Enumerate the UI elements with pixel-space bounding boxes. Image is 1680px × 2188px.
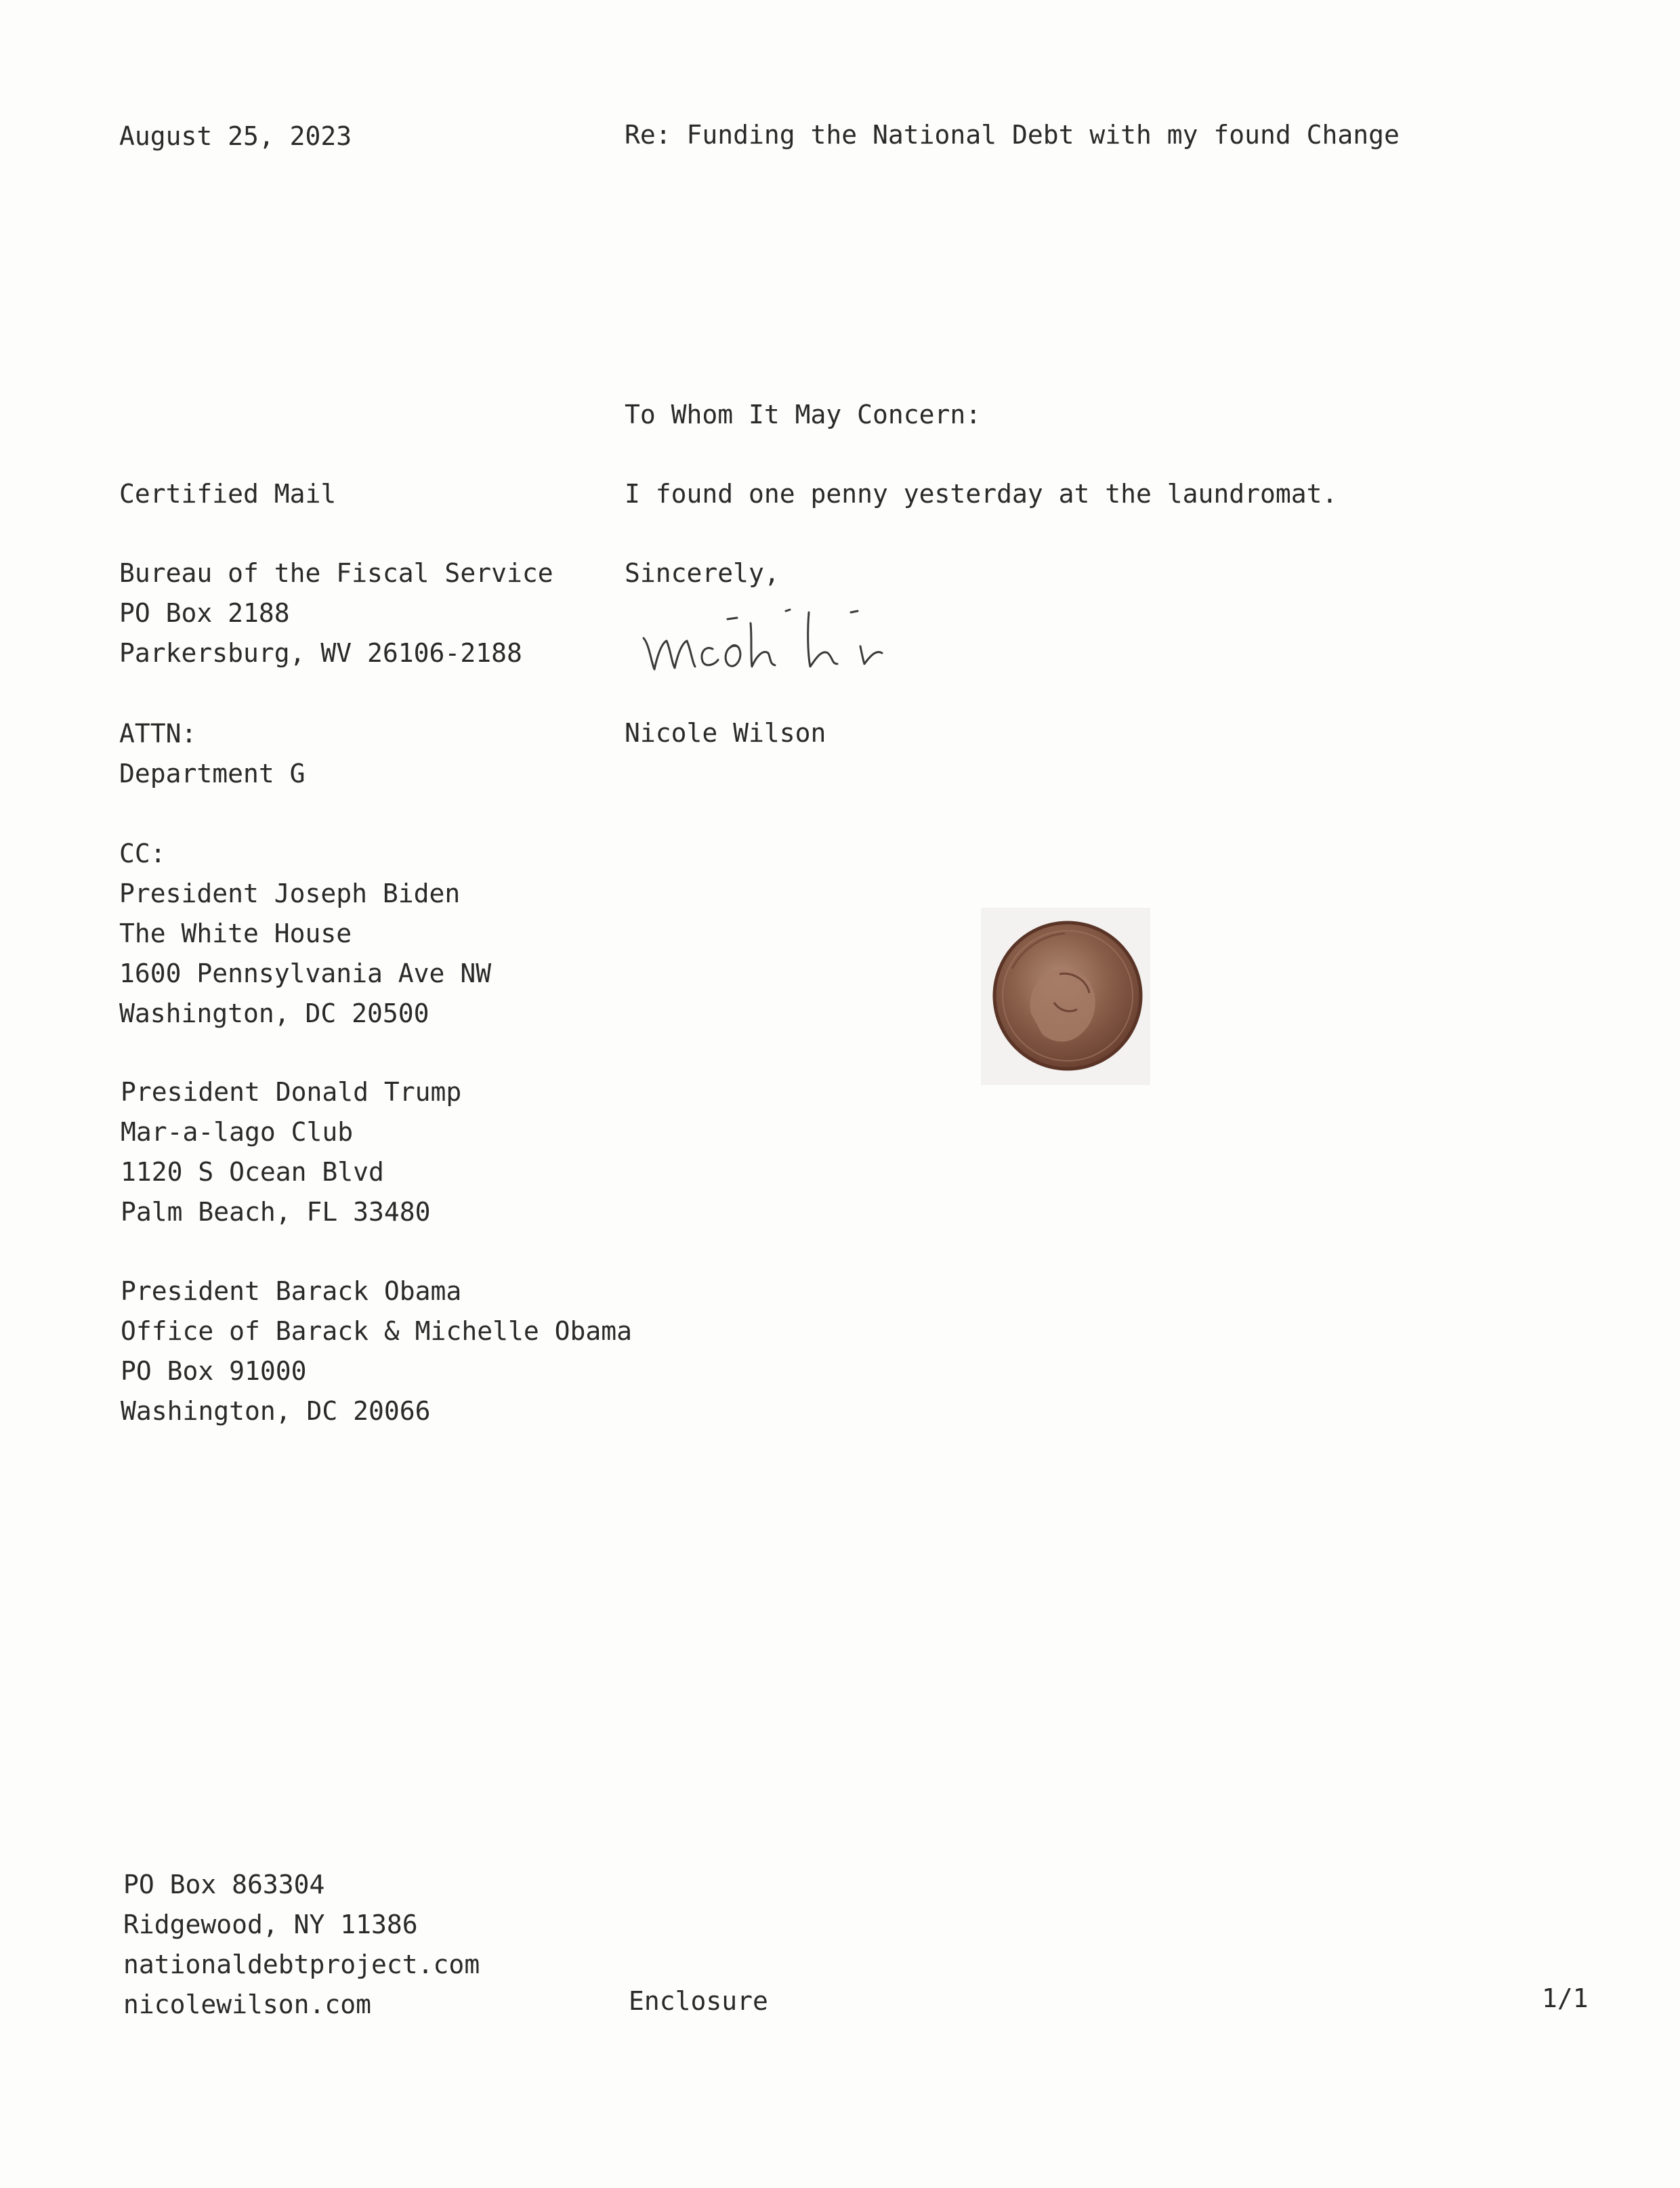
- cc-recipient: [121, 1072, 461, 1232]
- attn-label: ATTN:: [119, 719, 197, 749]
- cc-address-line: Palm Beach, FL 33480: [121, 1197, 431, 1227]
- sender-address-line: PO Box 863304: [123, 1870, 325, 1899]
- cc-address-line: Office of Barack & Michelle Obama: [121, 1316, 632, 1346]
- letter-body: I found one penny yesterday at the laundromat.: [625, 479, 1338, 509]
- closing: Sincerely,: [625, 558, 780, 588]
- page-number: 1/1: [1542, 1983, 1589, 2013]
- sender-website-link[interactable]: nicolewilson.com: [123, 1990, 372, 2019]
- sender-address-line: Ridgewood, NY 11386: [123, 1910, 418, 1939]
- cc-recipient: [121, 1271, 632, 1431]
- cc-address-line: 1120 S Ocean Blvd: [121, 1157, 384, 1187]
- sender-address: [123, 1865, 480, 2025]
- cc-address-line: Mar-a-lago Club: [121, 1117, 354, 1147]
- cc-address-line: President Barack Obama: [121, 1276, 462, 1306]
- mail-type: Certified Mail: [119, 479, 337, 509]
- cc-address-line: Washington, DC 20066: [121, 1396, 431, 1426]
- recipient-address-line: PO Box 2188: [119, 598, 290, 628]
- sender-website-link[interactable]: nationaldebtproject.com: [123, 1950, 480, 1979]
- letter-subject: Re: Funding the National Debt with my found Change: [625, 120, 1400, 150]
- cc-block: [119, 834, 491, 1034]
- cc-label: CC:: [119, 839, 166, 868]
- handwritten-signature-icon: [637, 596, 962, 684]
- letter-date: August 25, 2023: [119, 121, 352, 151]
- recipient-address-line: Bureau of the Fiscal Service: [119, 558, 553, 588]
- salutation: To Whom It May Concern:: [625, 400, 982, 429]
- attn-value: Department G: [119, 759, 306, 788]
- cc-address-line: Washington, DC 20500: [119, 998, 429, 1028]
- cc-address-line: 1600 Pennsylvania Ave NW: [119, 959, 492, 988]
- penny-coin-icon: [957, 894, 1187, 1097]
- attn-block: [119, 714, 306, 794]
- cc-address-line: President Joseph Biden: [119, 879, 461, 908]
- enclosure-label: Enclosure: [629, 1986, 768, 2016]
- recipient-address-line: Parkersburg, WV 26106-2188: [119, 638, 522, 668]
- signer-name: Nicole Wilson: [625, 718, 826, 748]
- cc-address-line: The White House: [119, 919, 352, 948]
- cc-address-line: President Donald Trump: [121, 1077, 462, 1107]
- cc-address-line: PO Box 91000: [121, 1356, 307, 1386]
- recipient-address: [119, 553, 553, 673]
